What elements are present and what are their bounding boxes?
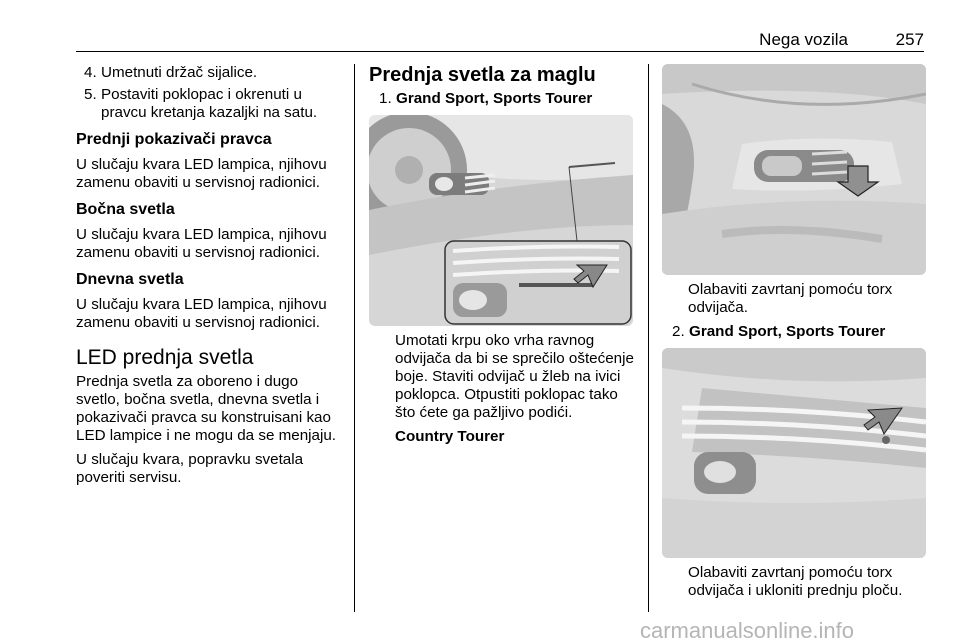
figure-country-tourer-bumper: [662, 64, 926, 275]
section-text: U slučaju kvara LED lampica, njihovu zamenu obaviti u servisnoj radionici.: [76, 226, 327, 261]
front-panel-illustration: [662, 348, 926, 558]
caption-2-block: [662, 564, 928, 600]
list-text: Postaviti poklopac i okrenuti u pravcu kretanja kazaljki na satu.: [101, 86, 318, 121]
caption-text: Olabaviti zavrtanj pomoću torx odvijača.: [688, 281, 893, 316]
led-paragraph-2: U slučaju kvara, popravku svetala poveriti servisu.: [76, 451, 304, 486]
step-label: Grand Sport, Sports Tourer: [396, 90, 593, 107]
section-text: U slučaju kvara LED lampica, njihovu zamenu obaviti u servisnoj radionici.: [76, 156, 327, 191]
led-heading: LED prednja svetla: [76, 346, 254, 369]
list-number: 4.: [84, 64, 97, 81]
led-paragraph-1: Prednja svetla za oboreno i dugo svetlo, bočna svetla, dnevna svetla i pokazivači pravca su konstruisani kao LED lampice i ne mogu da se menjaju.: [76, 373, 337, 444]
step-2: [662, 323, 928, 341]
country-tourer-illustration: [662, 64, 926, 275]
list-item: [76, 64, 342, 82]
section-heading: Bočna svetla: [76, 201, 175, 218]
column-middle: [369, 64, 637, 452]
caption-text: Olabaviti zavrtanj pomoću torx odvijača i ukloniti prednju ploču.: [688, 564, 903, 599]
watermark: carmanualsonline.info: [640, 618, 855, 642]
figure-bumper-fog-light: [369, 115, 633, 326]
list-item: [76, 86, 342, 122]
country-tourer-label: Country Tourer: [395, 428, 505, 445]
figure-front-panel: [662, 348, 926, 558]
page-number: 257: [895, 30, 924, 49]
page-header: [76, 30, 924, 52]
figure-caption-block: [369, 332, 637, 446]
section-text: U slučaju kvara LED lampica, njihovu zamenu obaviti u servisnoj radionici.: [76, 296, 327, 331]
column-left: [76, 64, 342, 493]
running-title: Nega vozila: [759, 30, 848, 49]
column-right: [662, 64, 928, 606]
step-1: [369, 90, 637, 108]
step-number: 2.: [672, 323, 685, 340]
caption-text: Umotati krpu oko vrha ravnog odvijača da bi se sprečilo oštećenje boje. Staviti odvijač u žleb na ivici poklopca. Otpustiti poklopac tako što ćete ga pažljivo podići.: [395, 332, 634, 421]
list-number: 5.: [84, 86, 97, 103]
step-label: Grand Sport, Sports Tourer: [689, 323, 886, 340]
bumper-illustration: [369, 115, 633, 326]
step-number: 1.: [379, 90, 392, 107]
column-divider-2: [648, 64, 649, 612]
header-rule: [76, 51, 924, 52]
section-heading: Dnevna svetla: [76, 271, 184, 288]
section-heading: Prednji pokazivači pravca: [76, 131, 272, 148]
fog-lights-heading: Prednja svetla za maglu: [369, 64, 596, 86]
list-text: Umetnuti držač sijalice.: [101, 64, 258, 81]
column-divider-1: [354, 64, 355, 612]
caption-1-block: [662, 281, 928, 317]
